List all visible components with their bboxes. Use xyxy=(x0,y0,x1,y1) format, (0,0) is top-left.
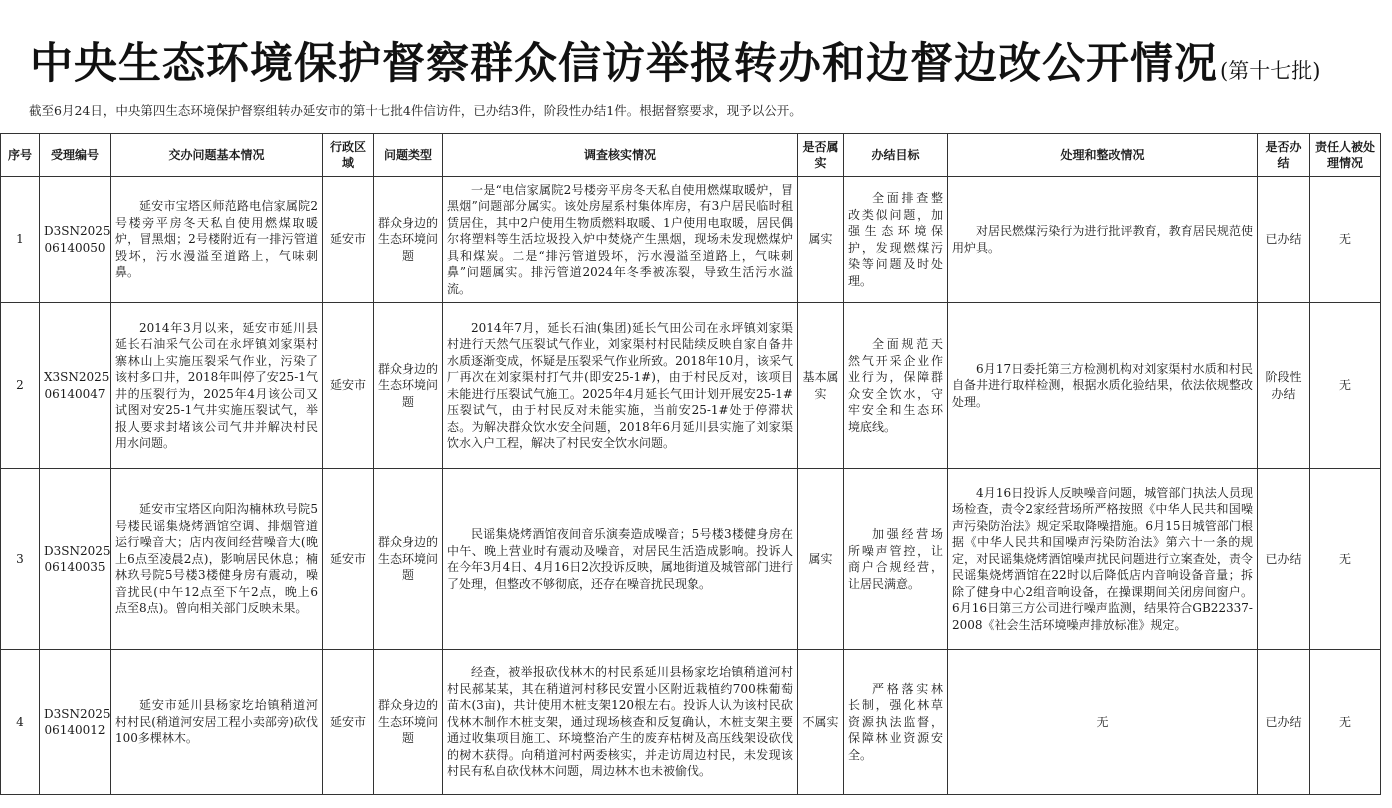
cell-region: 延安市 xyxy=(323,469,374,650)
cell-region: 延安市 xyxy=(323,650,374,795)
cell-no: 3 xyxy=(1,469,40,650)
col-header-accountability: 责任人被处理情况 xyxy=(1310,134,1381,177)
cell-issue: 延安市宝塔区向阳沟楠林玖号院5号楼民谣集烧烤酒馆空调、排烟管道运行噪音大；店内夜间经营噪音大(晚上6点至凌晨2点)，影响居民休息；楠林玖号院5号楼3楼健身房有震动，噪音扰民(中午12点至下午2点，晚上6点至8点)。曾向相关部门反映未果。 xyxy=(111,469,323,650)
table-row xyxy=(1,177,1381,303)
cell-investigation: 一是“电信家属院2号楼旁平房冬天私自使用燃煤取暖炉，冒黑烟”问题部分属实。该处房屋系村集体库房，有3户居民临时租赁居住，其中2户使用生物质燃料取暖、1户使用电取暖，居民偶尔将塑料等生活垃圾投入炉中焚烧产生黑烟，现场未发现燃煤炉具和煤炭。二是“排污管道毁坏，污水漫溢至道路上，气味刺鼻”问题属实。排污管道2024年冬季被冻裂，导致生活污水溢流。 xyxy=(443,177,798,303)
cell-handling: 4月16日投诉人反映噪音问题，城管部门执法人员现场检查，责令2家经营场所严格按照《中华人民共和国噪声污染防治法》规定采取降噪措施。6月15日城管部门根据《中华人民共和国噪声污染防治法》第六十一条的规定，对民谣集烧烤酒馆噪声扰民问题进行立案查处，责令民谣集烧烤酒馆在22时以后降低店内音响设备音量；拆除了健身中心2组音响设备，在操课期间关闭房间窗户。6月16日第三方公司进行噪声监测，结果符合GB22337-2008《社会生活环境噪声排放标准》规定。 xyxy=(948,469,1258,650)
cell-code: D3SN2025 06140050 xyxy=(40,177,111,303)
title-batch: (第十七批) xyxy=(1220,59,1321,83)
cell-type: 群众身边的生态环境问题 xyxy=(374,650,443,795)
col-header-issue: 交办问题基本情况 xyxy=(111,134,323,177)
cell-closed: 已办结 xyxy=(1258,177,1310,303)
cell-type: 群众身边的生态环境问题 xyxy=(374,303,443,469)
cell-accountability: 无 xyxy=(1310,469,1381,650)
table-header-row xyxy=(1,134,1381,177)
cell-no: 2 xyxy=(1,303,40,469)
table-row xyxy=(1,650,1381,795)
cell-type: 群众身边的生态环境问题 xyxy=(374,469,443,650)
cell-verified: 不属实 xyxy=(798,650,844,795)
cell-handling: 6月17日委托第三方检测机构对刘家渠村水质和村民自备井进行取样检测，根据水质化验结果，依法依规整改处理。 xyxy=(948,303,1258,469)
cell-verified: 属实 xyxy=(798,177,844,303)
cell-type: 群众身边的生态环境问题 xyxy=(374,177,443,303)
cell-accountability: 无 xyxy=(1310,303,1381,469)
cell-investigation: 经查，被举报砍伐林木的村民系延川县杨家圪坮镇稍道河村村民郝某某，其在稍道河村移民安置小区附近栽植约700株葡萄苗木(3亩)，共计使用木桩支架120根左右。投诉人认为该村民砍伐林木制作木桩支架，通过现场核查和反复确认，木桩支架主要通过收集项目施工、环境整治产生的废弃枯树及高压线架设砍伐的树木获得。向稍道河村两委核实，并走访周边村民，未发现该村民有私自砍伐林木问题，周边林木也未被偷伐。 xyxy=(443,650,798,795)
col-header-goal: 办结目标 xyxy=(844,134,948,177)
intro-text: 截至6月24日，中央第四生态环境保护督察组转办延安市的第十七批4件信访件，已办结3件，阶段性办结1件。根据督察要求，现予以公开。 xyxy=(29,103,802,118)
cell-no: 1 xyxy=(1,177,40,303)
cell-goal: 全面规范天然气开采企业作业行为，保障群众安全饮水，守牢安全和生态环境底线。 xyxy=(844,303,948,469)
cell-closed: 已办结 xyxy=(1258,469,1310,650)
cell-closed: 已办结 xyxy=(1258,650,1310,795)
petition-table xyxy=(0,133,1381,795)
table-row xyxy=(1,469,1381,650)
cell-investigation: 民谣集烧烤酒馆夜间音乐演奏造成噪音；5号楼3楼健身房在中午、晚上营业时有震动及噪音，对居民生活造成影响。投诉人在今年3月4日、4月16日2次投诉反映，属地街道及城管部门进行了处理，但整改不够彻底，还存在噪音扰民现象。 xyxy=(443,469,798,650)
cell-investigation: 2014年7月，延长石油(集团)延长气田公司在永坪镇刘家渠村进行天然气压裂试气作业，刘家渠村村民陆续反映自家自备井水质逐渐变成，怀疑是压裂采气作业所致。2018年10月，该采气厂再次在刘家渠村打气井(即安25-1#)，由于村民反对，该项目未能进行压裂试气施工。2025年4月延长气田计划开展安25-1#压裂试气，由于村民反对未能实施，当前安25-1#处于停滞状态。为解决群众饮水安全问题，2018年6月延川县实施了刘家渠饮水入户工程，解决了村民安全饮水问题。 xyxy=(443,303,798,469)
cell-goal: 加强经营场所噪声管控，让商户合规经营，让居民满意。 xyxy=(844,469,948,650)
col-header-handling: 处理和整改情况 xyxy=(948,134,1258,177)
cell-issue: 延安市宝塔区师范路电信家属院2号楼旁平房冬天私自使用燃煤取暖炉，冒黑烟；2号楼附近有一排污管道毁坏，污水漫溢至道路上，气味刺鼻。 xyxy=(111,177,323,303)
cell-goal: 全面排查整改类似问题，加强生态环境保护，发现燃煤污染等问题及时处理。 xyxy=(844,177,948,303)
page-title xyxy=(30,30,1321,89)
cell-verified: 基本属实 xyxy=(798,303,844,469)
cell-issue: 延安市延川县杨家圪坮镇稍道河村村民(稍道河安居工程小卖部旁)砍伐100多棵林木。 xyxy=(111,650,323,795)
col-header-code: 受理编号 xyxy=(40,134,111,177)
cell-accountability: 无 xyxy=(1310,650,1381,795)
col-header-type: 问题类型 xyxy=(374,134,443,177)
cell-region: 延安市 xyxy=(323,303,374,469)
col-header-verified: 是否属实 xyxy=(798,134,844,177)
cell-region: 延安市 xyxy=(323,177,374,303)
cell-issue: 2014年3月以来，延安市延川县延长石油采气公司在永坪镇刘家渠村寨林山上实施压裂采气作业，污染了该村多口井，2018年叫停了安25-1气井的压裂行为，2025年4月该公司又试图对安25-1气井实施压裂试气，举报人要求封堵该公司气井并解决村民用水问题。 xyxy=(111,303,323,469)
col-header-investigation: 调查核实情况 xyxy=(443,134,798,177)
cell-no: 4 xyxy=(1,650,40,795)
table-row xyxy=(1,303,1381,469)
cell-handling: 无 xyxy=(948,650,1258,795)
col-header-region: 行政区域 xyxy=(323,134,374,177)
cell-code: X3SN2025 06140047 xyxy=(40,303,111,469)
title-main: 中央生态环境保护督察群众信访举报转办和边督边改公开情况 xyxy=(30,39,1218,89)
cell-handling: 对居民燃煤污染行为进行批评教育，教育居民规范使用炉具。 xyxy=(948,177,1258,303)
cell-code: D3SN2025 06140035 xyxy=(40,469,111,650)
cell-accountability: 无 xyxy=(1310,177,1381,303)
cell-goal: 严格落实林长制，强化林草资源执法监督，保障林业资源安全。 xyxy=(844,650,948,795)
cell-verified: 属实 xyxy=(798,469,844,650)
cell-code: D3SN2025 06140012 xyxy=(40,650,111,795)
col-header-no: 序号 xyxy=(1,134,40,177)
cell-closed: 阶段性办结 xyxy=(1258,303,1310,469)
col-header-closed: 是否办结 xyxy=(1258,134,1310,177)
